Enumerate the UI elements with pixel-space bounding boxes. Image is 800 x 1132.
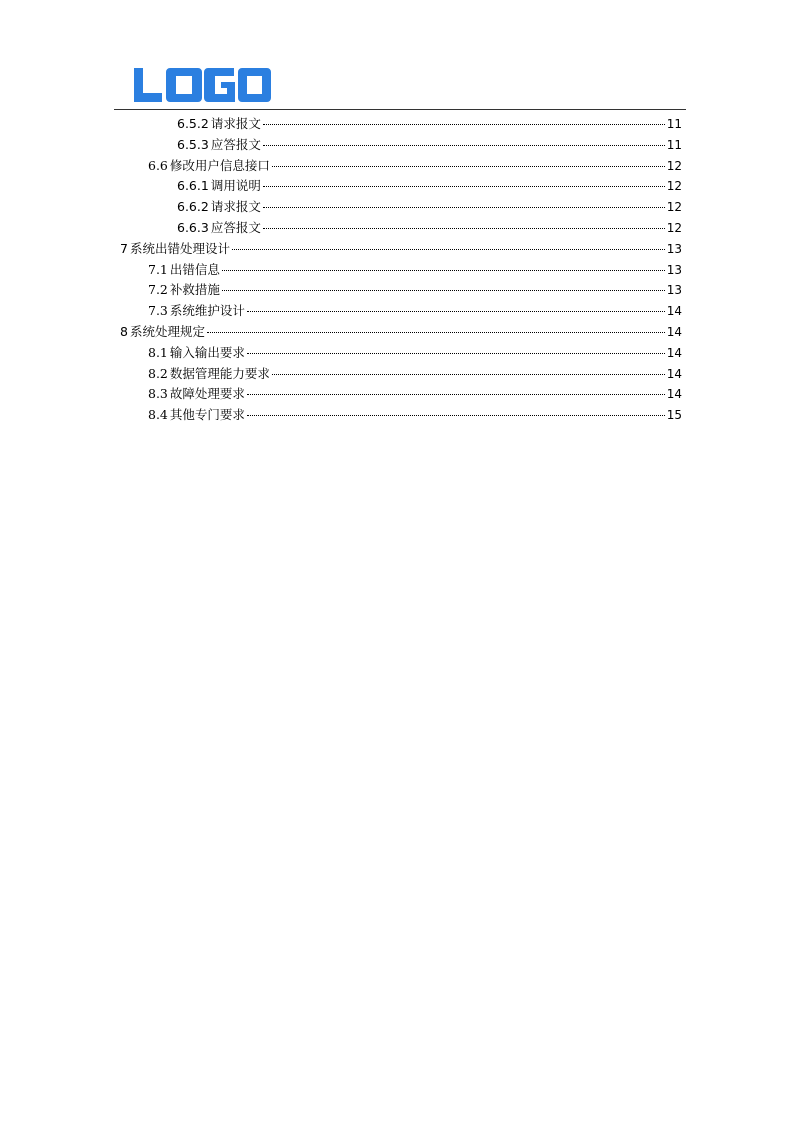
table-of-contents: [114, 114, 682, 426]
toc-entry-page: 12: [666, 158, 682, 173]
toc-entry-title: 系统维护设计: [169, 303, 245, 319]
toc-entry-page: 13: [666, 241, 682, 256]
toc-entry-title: 请求报文: [210, 116, 261, 131]
toc-entry[interactable]: [114, 218, 682, 239]
toc-entry-number: 7.2: [148, 282, 168, 298]
toc-entry-number: 6.6: [148, 157, 168, 173]
logo: [132, 66, 272, 104]
toc-entry-title: 修改用户信息接口: [169, 157, 270, 173]
toc-entry-title: 其他专门要求: [169, 407, 245, 423]
toc-dot-leader: [247, 394, 665, 395]
toc-entry[interactable]: [114, 364, 682, 385]
toc-entry[interactable]: [114, 135, 682, 156]
toc-entry-number: 6.6.2: [177, 199, 209, 215]
toc-dot-leader: [263, 228, 665, 229]
toc-entry-page: 14: [666, 366, 682, 381]
toc-entry-title: 补救措施: [169, 282, 220, 298]
toc-entry[interactable]: [114, 176, 682, 197]
toc-entry[interactable]: [114, 197, 682, 218]
toc-entry-title: 输入输出要求: [169, 344, 245, 360]
toc-entry-number: 8.1: [148, 344, 168, 360]
toc-dot-leader: [272, 166, 665, 167]
toc-entry-page: 12: [666, 179, 682, 194]
toc-entry-page: 12: [666, 200, 682, 215]
header-divider: [114, 109, 686, 110]
toc-entry[interactable]: [114, 114, 682, 135]
toc-entry[interactable]: [114, 384, 682, 405]
toc-entry-number: 8.4: [148, 407, 168, 423]
toc-entry-number: 7.1: [148, 261, 168, 277]
toc-entry[interactable]: [114, 156, 682, 177]
toc-entry-title: 系统出错处理设计: [129, 240, 230, 256]
toc-entry[interactable]: [114, 280, 682, 301]
toc-dot-leader: [263, 207, 665, 208]
toc-entry-title: 数据管理能力要求: [169, 365, 270, 381]
toc-dot-leader: [263, 186, 665, 187]
toc-entry-title: 出错信息: [169, 261, 220, 277]
toc-entry[interactable]: [114, 405, 682, 426]
toc-dot-leader: [232, 249, 665, 250]
toc-entry-title: 系统处理规定: [129, 323, 205, 339]
toc-entry-page: 13: [666, 262, 682, 277]
toc-dot-leader: [272, 374, 665, 375]
toc-dot-leader: [207, 332, 665, 333]
toc-entry-number: 8.2: [148, 365, 168, 381]
toc-entry-page: 14: [666, 304, 682, 319]
toc-entry-page: 14: [666, 387, 682, 402]
toc-entry-page: 14: [666, 345, 682, 360]
toc-entry-number: 7.3: [148, 303, 168, 319]
toc-entry-page: 12: [666, 220, 682, 235]
toc-dot-leader: [263, 145, 665, 146]
toc-entry-title: 应答报文: [210, 219, 261, 235]
toc-entry-number: 6.5.2: [177, 116, 209, 131]
toc-entry[interactable]: [114, 322, 682, 343]
toc-dot-leader: [222, 290, 665, 291]
toc-entry-title: 应答报文: [210, 136, 261, 152]
toc-entry-page: 13: [666, 283, 682, 298]
toc-entry-page: 11: [666, 117, 682, 131]
toc-entry-page: 15: [666, 408, 682, 423]
toc-entry[interactable]: [114, 301, 682, 322]
toc-entry-number: 6.5.3: [177, 136, 209, 152]
toc-entry-title: 调用说明: [210, 178, 261, 194]
toc-entry-number: 6.6.1: [177, 178, 209, 194]
toc-entry[interactable]: [114, 239, 682, 260]
toc-entry-page: 11: [666, 137, 682, 152]
toc-entry[interactable]: [114, 260, 682, 281]
toc-entry-number: 6.6.3: [177, 219, 209, 235]
toc-entry[interactable]: [114, 343, 682, 364]
toc-entry-number: 8: [120, 323, 128, 339]
toc-dot-leader: [247, 415, 665, 416]
toc-dot-leader: [222, 270, 665, 271]
toc-dot-leader: [263, 124, 665, 125]
toc-dot-leader: [247, 311, 665, 312]
toc-dot-leader: [247, 353, 665, 354]
toc-entry-title: 请求报文: [210, 199, 261, 215]
toc-entry-page: 14: [666, 324, 682, 339]
toc-entry-title: 故障处理要求: [169, 386, 245, 402]
toc-entry-number: 8.3: [148, 386, 168, 402]
toc-entry-number: 7: [120, 240, 128, 256]
